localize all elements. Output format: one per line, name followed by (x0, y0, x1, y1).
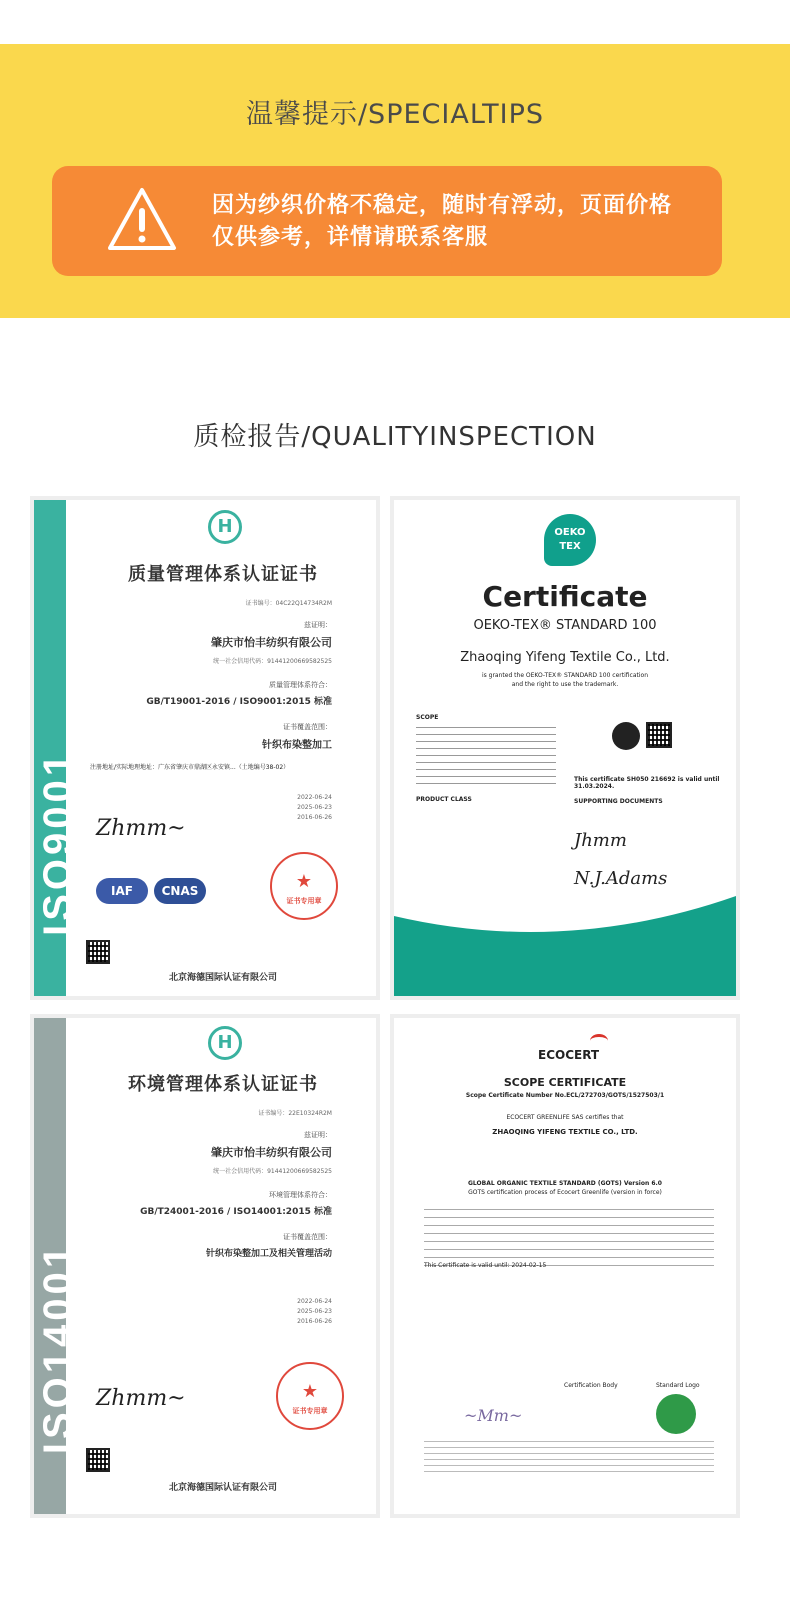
official-seal (276, 1362, 344, 1430)
date-2: 2025-06-23 (297, 804, 332, 811)
signature: ~Mm~ (464, 1406, 523, 1425)
signature: Zhmm~ (96, 816, 186, 841)
seal-star-icon: ★ (301, 1381, 319, 1402)
bird-icon (590, 1034, 608, 1048)
official-seal (270, 852, 338, 920)
side-label: ISO9001 (36, 750, 80, 936)
company-name: Zhaoqing Yifeng Textile Co., Ltd. (460, 650, 670, 665)
gots-logo-icon (656, 1394, 696, 1434)
special-tips-title: 温馨提示/SPECIALTIPS (245, 99, 545, 130)
certificate-heading: Certificate (482, 580, 648, 613)
certifier-logo: H (208, 1026, 242, 1060)
certifier-logo: H (208, 510, 242, 544)
quality-inspection-title: 质检报告/QUALITYINSPECTION (193, 422, 597, 452)
seal-label: 证书专用章 (292, 1407, 328, 1415)
signature-1: Jhmm (574, 830, 627, 851)
attest-label: 兹证明： (304, 621, 332, 629)
notice-box (52, 166, 722, 276)
scope-label: SCOPE (416, 714, 439, 721)
valid-until: This certificate SH050 216692 is valid until 31.03.2024. (574, 776, 720, 790)
seal-label: 证书专用章 (286, 897, 322, 905)
scope-label: 证书覆盖范围： (283, 723, 332, 731)
standard-logo-label: Standard Logo (656, 1382, 700, 1389)
cert-number: 证书编号：04C22Q14734R2M (245, 600, 332, 607)
certification-body-label: Certification Body (564, 1382, 618, 1389)
iso9001-certificate (30, 496, 380, 1000)
system-label: 环境管理体系符合： (269, 1191, 332, 1199)
seal-star-icon: ★ (295, 871, 313, 892)
date-3: 2016-06-26 (297, 814, 332, 821)
oeko-tex-certificate (390, 496, 740, 1000)
scope-certificate-title: SCOPE CERTIFICATE (503, 1076, 627, 1089)
supporting-docs-label: SUPPORTING DOCUMENTS (574, 798, 663, 805)
signature-2: N.J.Adams (574, 868, 668, 889)
qr-code (646, 722, 672, 748)
address: 注册地址/实际地理地址：广东省肇庆市鼎湖区永安镇...（土地编号38-02） (90, 764, 290, 771)
scope: 针织布染整加工及相关管理活动 (205, 1249, 332, 1259)
notice-line-2: 仅供参考，详情请联系客服 (212, 225, 489, 250)
gots-standard: GLOBAL ORGANIC TEXTILE STANDARD (GOTS) Version 6.0 (468, 1180, 662, 1187)
special-tips-section (0, 44, 790, 318)
side-label: ISO14001 (36, 1241, 80, 1454)
attest-label: 兹证明： (304, 1131, 332, 1139)
cert-number: 证书编号：22E10324R2M (258, 1110, 332, 1117)
gots-process: GOTS certification process of Ecocert Greenlife (version in force) (468, 1189, 662, 1196)
footer-notes (424, 1438, 714, 1472)
notice-line-1: 因为纱织价格不稳定，随时有浮动，页面价格 (212, 193, 673, 218)
issuer: 北京海德国际认证有限公司 (168, 1483, 277, 1493)
notice-text (212, 190, 712, 254)
certificate-title: 环境管理体系认证证书 (128, 1074, 318, 1095)
standard-name: OEKO-TEX® STANDARD 100 (473, 618, 657, 633)
certificate-title: 质量管理体系认证证书 (128, 564, 318, 585)
qr-code (86, 940, 110, 964)
date-1: 2022-06-24 (297, 1298, 332, 1305)
qr-code (86, 1448, 110, 1472)
ecocert-certificate (390, 1014, 740, 1518)
side-bar (34, 1018, 80, 1514)
ecocert-logo: ECOCERT (538, 1048, 600, 1062)
certifies-line: ECOCERT GREENLIFE SAS certifies that (506, 1114, 624, 1121)
iso14001-certificate (30, 1014, 380, 1518)
product-class-label: PRODUCT CLASS (416, 796, 472, 803)
date-1: 2022-06-24 (297, 794, 332, 801)
system-label: 质量管理体系符合： (269, 681, 332, 689)
iaf-badge: IAF (96, 878, 148, 904)
scope-text (416, 724, 556, 784)
scope-label: 证书覆盖范围： (283, 1233, 332, 1241)
company-name: 肇庆市怡丰纺织有限公司 (211, 636, 332, 649)
company-name: 肇庆市怡丰纺织有限公司 (211, 1146, 332, 1159)
issuer: 北京海德国际认证有限公司 (168, 973, 277, 983)
oeko-label-icon (612, 722, 640, 750)
cnas-badge: CNAS (154, 878, 206, 904)
scope: 针织布染整加工 (262, 740, 332, 751)
warning-icon (106, 186, 178, 252)
granted-line-2: and the right to use the trademark. (511, 681, 619, 688)
signature: Zhmm~ (96, 1386, 186, 1411)
scope-number: Scope Certificate Number No.ECL/272703/GOTS/1527503/1 (465, 1092, 665, 1099)
oeko-tex-logo: OEKO TEX (544, 514, 596, 566)
date-2: 2025-06-23 (297, 1308, 332, 1315)
company-name: ZHAOQING YIFENG TEXTILE CO., LTD. (492, 1128, 638, 1136)
green-wave (394, 896, 736, 996)
granted-line-1: is granted the OEKO-TEX® STANDARD 100 certification (481, 672, 649, 679)
side-bar (34, 500, 80, 996)
date-3: 2016-06-26 (297, 1318, 332, 1325)
process-text (424, 1206, 714, 1266)
valid-until: This Certificate is valid until: 2024-02-15 (424, 1262, 547, 1269)
credit-code: 统一社会信用代码：91441200669582525 (213, 658, 332, 665)
credit-code: 统一社会信用代码：91441200669582525 (213, 1168, 332, 1175)
standard: GB/T19001-2016 / ISO9001:2015 标准 (146, 697, 332, 707)
standard: GB/T24001-2016 / ISO14001:2015 标准 (140, 1207, 332, 1217)
